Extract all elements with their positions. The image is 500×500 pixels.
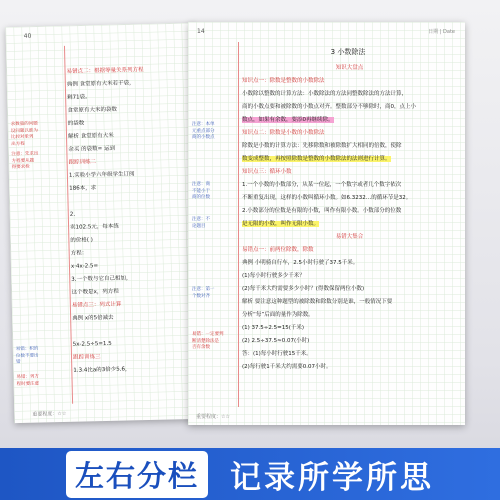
note-line: 答：(1)每小时行驶15千米。 bbox=[242, 351, 312, 357]
note-line: (1) 37.5÷2.5=15(千米) bbox=[242, 325, 305, 331]
note-line bbox=[242, 153, 457, 166]
margin-note: 注意：本单 元重点部分 商的小数点 bbox=[192, 122, 215, 140]
highlight: 数变成整数，再按照除数是整数的小数除法的法则进行计算。 bbox=[242, 156, 391, 162]
margin-note: 易错：一定要判 断清楚除法是 否有余数 bbox=[192, 332, 224, 350]
note-line: 这个数是x，列方程 bbox=[71, 288, 119, 296]
note-line: 易错点一：前两位除数，除数 bbox=[242, 247, 314, 253]
note-line: 余买 的袋数= 运到 bbox=[68, 145, 115, 153]
note-line: 分析“每”后面的量作为除数。 bbox=[242, 312, 314, 318]
note-line: 小数除以整数的计算方法：小数除法的方法同整数除法的方法计算， bbox=[242, 91, 408, 97]
margin-note: 求数量的问题 设问题以谁为 比较对象列 出方程 bbox=[10, 121, 38, 147]
note-line bbox=[242, 114, 457, 127]
note-line: (2) 2.5÷37.5≈0.07(小时) bbox=[242, 338, 310, 344]
left-notebook-page bbox=[6, 23, 205, 423]
note-line: 解析 要注意这种题型的被除数和除数分别是谁，一般情况下要 bbox=[242, 299, 393, 305]
note-line: 跟踪训练二 bbox=[68, 159, 97, 166]
banner-left-label: 左右分栏 bbox=[66, 451, 208, 498]
importance-rating: 重要程度：☆☆ bbox=[32, 410, 67, 418]
left-page-content bbox=[66, 63, 201, 378]
section-heading: 知识大盘点 bbox=[335, 65, 364, 71]
highlight: 数点，如果有余数，要添0再继续除。 bbox=[242, 117, 334, 123]
note-line: 2. bbox=[69, 211, 76, 218]
right-notebook-page bbox=[188, 22, 465, 425]
note-line: 2.小数部分的位数是有限的小数，叫作有限小数。小数部分的位数 bbox=[242, 208, 402, 214]
note-line: 1.一个小数的小数部分，从某一位起，一个数字或者几个数字依次 bbox=[242, 182, 402, 188]
note-line: (1)每小时行驶多少千米？ bbox=[242, 273, 305, 279]
note-line: 易错点二：根据等量关系列方程 bbox=[66, 67, 144, 75]
margin-note: 注意：第一 个数对齐 bbox=[192, 287, 215, 299]
chapter-title: 3 小数除法 bbox=[330, 48, 366, 56]
note-line: 除数是小数的计算方法：先移除数和被除数扩大相同的倍数，使除 bbox=[242, 143, 402, 149]
note-line: 3.一个数与它自己相加， bbox=[71, 275, 132, 283]
note-line: 知识点一：除数是整数的小数除法 bbox=[242, 78, 325, 84]
note-line: 跟踪训练三 bbox=[72, 354, 101, 361]
note-line: 典例 小明骑自行车，2.5小时行驶了37.5千米。 bbox=[242, 260, 359, 266]
highlight: 是无限的小数，叫作无限小数。 bbox=[242, 221, 320, 227]
note-line: 易错点三：列式计算 bbox=[71, 301, 122, 309]
note-line: 典例 食堂原有大米若干袋， bbox=[66, 80, 135, 88]
margin-note: 易错：列方 程时要注意 bbox=[16, 374, 40, 387]
note-line: 的价格( ) bbox=[70, 237, 94, 244]
note-line: 1.3.4比a的3倍少5.6， bbox=[73, 366, 131, 374]
note-line: x·4x-2.5= bbox=[70, 263, 99, 270]
note-line: 食堂原有大米的袋数 bbox=[67, 106, 118, 114]
note-line: 1.实验小学六年级学生订阅 bbox=[68, 171, 135, 179]
margin-note: 注意：不 论题目 bbox=[192, 217, 210, 229]
importance-rating: 重要程度：☆☆ bbox=[196, 414, 230, 420]
note-line: 方程： bbox=[70, 250, 88, 257]
note-line: 知识点二：除数是小数的小数除法 bbox=[242, 130, 325, 136]
note-line: 5x-2.5÷5=1.5 bbox=[72, 340, 112, 348]
note-line: (2)每千米大约需要多少小时？(得数保留两位小数) bbox=[242, 286, 365, 292]
promo-banner bbox=[0, 448, 500, 500]
banner-right-label: 记录所学所思 bbox=[230, 459, 434, 496]
note-line: (2)每行驶1千米大约需要0.07小时。 bbox=[242, 364, 332, 370]
section-heading: 易错大集合 bbox=[335, 234, 364, 240]
note-line: 卖102.5元，每本练 bbox=[70, 223, 119, 231]
note-line: 典例 x的5倍减去 bbox=[72, 314, 114, 322]
margin-note: 易错：积的 位数不要出 错 bbox=[15, 346, 39, 366]
page-number: 14 bbox=[197, 28, 205, 35]
note-line bbox=[242, 218, 457, 231]
page-number: 40 bbox=[23, 32, 32, 40]
note-line: 的袋数 bbox=[67, 120, 85, 127]
note-line: 解析 食堂原有大米 bbox=[67, 132, 114, 140]
note-line: 商的小数点要和被除数的小数点对齐。整数部分不够除时，商0，点上小 bbox=[242, 104, 417, 110]
note-line: 知识点三：循环小数 bbox=[242, 169, 292, 175]
note-line: 剩71袋。 bbox=[67, 94, 91, 101]
margin-note: 注意：商 不能小于 商的位数 bbox=[192, 182, 210, 200]
margin-note: 注意：先求出 方程要从题 得要求检 bbox=[11, 151, 39, 171]
date-header: 日期 | Date bbox=[428, 29, 455, 35]
note-line: 186本，求 bbox=[69, 185, 97, 192]
note-line: 不断重复出现，这样的小数叫循环小数。如6.3232…的循环节是32。 bbox=[242, 195, 412, 201]
right-page-content bbox=[242, 62, 457, 374]
margin-line bbox=[238, 42, 239, 407]
